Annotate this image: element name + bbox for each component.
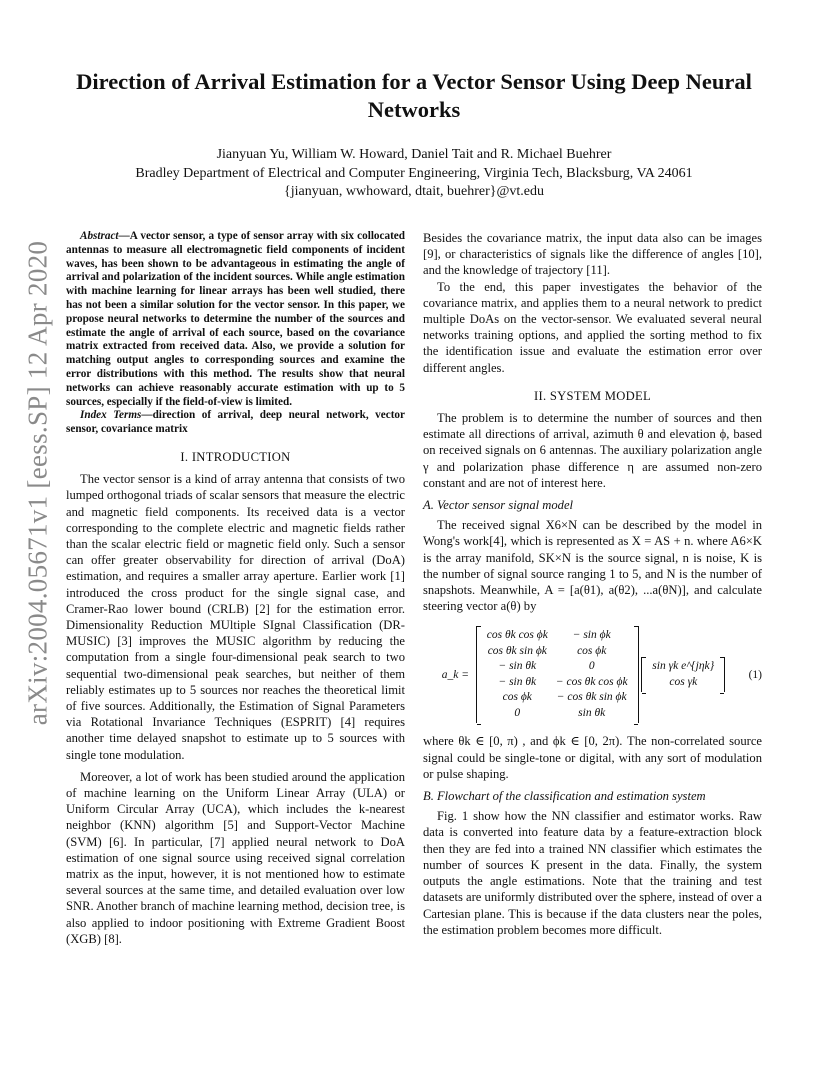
section-heading-introduction: I. INTRODUCTION — [180, 449, 291, 464]
left-column — [66, 230, 405, 947]
matrix-cell: − sin θk — [498, 675, 537, 688]
author-block — [60, 146, 768, 202]
equation-1 — [423, 626, 762, 723]
matrix-cell: cos ϕk — [502, 691, 532, 704]
author-emails: {jianyuan, wwhoward, dtait, buehrer}@vt.edu — [284, 184, 544, 199]
matrix-cell: − cos θk cos ϕk — [555, 675, 628, 688]
index-terms-text: —direction of arrival, deep neural network, vector sensor, covariance matrix — [66, 409, 405, 436]
author-names: Jianyuan Yu, William W. Howard, Daniel Tait and R. Michael Buehrer — [216, 147, 612, 162]
subsection-heading-flowchart: B. Flowchart of the classification and estimation system — [423, 789, 706, 804]
matrix-cell: − cos θk sin ϕk — [556, 691, 627, 704]
matrix-cell: cos θk cos ϕk — [486, 629, 548, 642]
polarization-vector — [641, 657, 725, 692]
paper-title: Direction of Arrival Estimation for a Vector Sensor Using Deep Neural Networks — [76, 69, 752, 122]
arxiv-identifier: arXiv:2004.05671v1 [eess.SP] 12 Apr 2020 — [22, 240, 53, 726]
right-paragraph-2: To the end, this paper investigates the behavior of the covariance matrix, and applies them to a neural network to predict multiple DoAs on the vector-sensor. We evaluated several neural networks training options, and applied the sorting method to fix the identification issue and evaluate the estimation error over different angles. — [423, 279, 762, 375]
intro-paragraph-2: Moreover, a lot of work has been studied around the application of machine learning on the Uniform Linear Array (ULA) or Uniform Circular Array (UCA), which includes the k-nearest neighbor (KNN) algorithm [5] and Support-Vector Machine (SVM) [6]. In particular, [7] applied neural network to DoA estimation of one signal source using received signal correlation matrix as the input, however, it is not mentioned how to estimate several sources at the same time, and detailed evaluation over low SNR. Another branch of machine learning method, decision tree, is also applied to indoor positioning with Extreme Gradient Boost (XGB) [8]. — [66, 769, 405, 946]
matrix-cell: cos ϕk — [577, 644, 607, 657]
abstract-text: —A vector sensor, a type of sensor array with six collocated antennas to measure all electromagnetic field components of incident waves, has been shown to be advantageous in estimating the angle of arrival and polarization of the incident sources. While angle estimation with machine learning for linear arrays has been well studied, there has not been a similar solution for the vector sensor. In this paper, we propose neural networks to determine the number of the sources and estimate the angle of arrival of each source, based on the covariance matrix extracted from received data. Also, we provide a solution for matching output angles to corresponding sources and examine the error distributions with this method. The results show that neural networks can achieve reasonably accurate estimation with up to 5 sources, especially if the field-of-view is limited. — [66, 230, 405, 408]
subsection-heading-signal-model: A. Vector sensor signal model — [423, 498, 574, 513]
matrix-cell: − sin ϕk — [572, 629, 611, 642]
right-column — [423, 230, 762, 938]
signal-model-paragraph-2: where θk ∈ [0, π) , and ϕk ∈ [0, 2π). The non-correlated source signal could be single-tone or digital, with any sort of modulation or pulse shaping. — [423, 734, 762, 781]
intro-paragraph-1: The vector sensor is a kind of array antenna that consists of two lumped orthogonal triads of scalar sensors that measure the electric and magnetic field components. Its received data is a vector corresponding to the complete electric and magnetic fields rather than the scalar electric field or magnetic field only. Such a sensor can offer greater observability for direction of arrival (DoA) estimation, and requires a smaller array aperture. Earlier work [1] introduced the cross product for the single signal case, and Cramer-Rao lower bound (CRLB) [2] for the estimation error. Dimensionality Reduction MUltiple SIgnal Classification (DR-MUSIC) [3] improves the MUSIC algorithm by reducing the computation from a single four-dimensional peak search to two sequential two-dimensional peak searches, but neither of them reliably estimates up to 5 sources nor reaches the theoretical limit of five sources. Additionally, the Estimation of Signal Parameters via Rotational Invariance Techniques (ESPRIT) [4] requires another time delayed snapshot to estimate up to 5 sources with single tone modulation. — [66, 472, 405, 762]
steering-matrix — [476, 626, 639, 723]
abstract — [66, 230, 405, 409]
right-paragraph-1: Besides the covariance matrix, the input data also can be images [9], or characteristics of signals like the difference of angles [10], and the knowledge of trajectory [11]. — [423, 231, 762, 278]
section-heading-system-model: II. SYSTEM MODEL — [533, 388, 652, 403]
matrix-cell: 0 — [588, 660, 595, 673]
matrix-cell: − sin θk — [498, 660, 537, 673]
system-model-paragraph: The problem is to determine the number of sources and then estimate all directions of arrival, azimuth θ and elevation ϕ, based on received signals on 6 antennas. The auxiliary polarization angle γ and polarization phase difference η are assumed non-zero constant and are not of interest here. — [423, 411, 762, 490]
flowchart-paragraph: Fig. 1 show how the NN classifier and estimator works. Raw data is converted into feature data by a feature-extraction block then they are fed into a trained NN classifier which estimates the number of sources K present in the data. Finally, the system outputs the angle estimations. Note that the training and test datasets are uniformly distributed over the sphere, instead of over a Cartesian plane. This is because if the data clusters near the poles, the estimation problem becomes more difficult. — [423, 809, 762, 937]
affiliation: Bradley Department of Electrical and Computer Engineering, Virginia Tech, Blacksburg, VA 24061 — [135, 165, 693, 181]
signal-model-paragraph: The received signal X6×N can be described by the model in Wong's work[4], which is represented as X = AS + n. where A6×K is the array manifold, SK×N is the source signal, n is noise, K is the number of signal source ranging 1 to 5, and N is the number of snapshots. Meanwhile, A = [a(θ1), a(θ2), ...a(θN)], and calculate steering vector a(θ) by — [423, 518, 762, 614]
abstract-label: Abstract — [80, 230, 119, 242]
arxiv-sidebar — [18, 240, 58, 726]
index-terms-label: Index Terms — [80, 409, 142, 422]
equation-number: (1) — [748, 668, 762, 681]
matrix-cell: 0 — [514, 706, 521, 719]
vector-cell: cos γk — [669, 675, 698, 688]
index-terms — [66, 409, 405, 437]
vector-cell: sin γk e^{jηk} — [652, 660, 715, 673]
matrix-cell: sin θk — [578, 706, 606, 719]
equation-lhs: a_k = — [441, 668, 469, 681]
matrix-cell: cos θk sin ϕk — [487, 644, 547, 657]
